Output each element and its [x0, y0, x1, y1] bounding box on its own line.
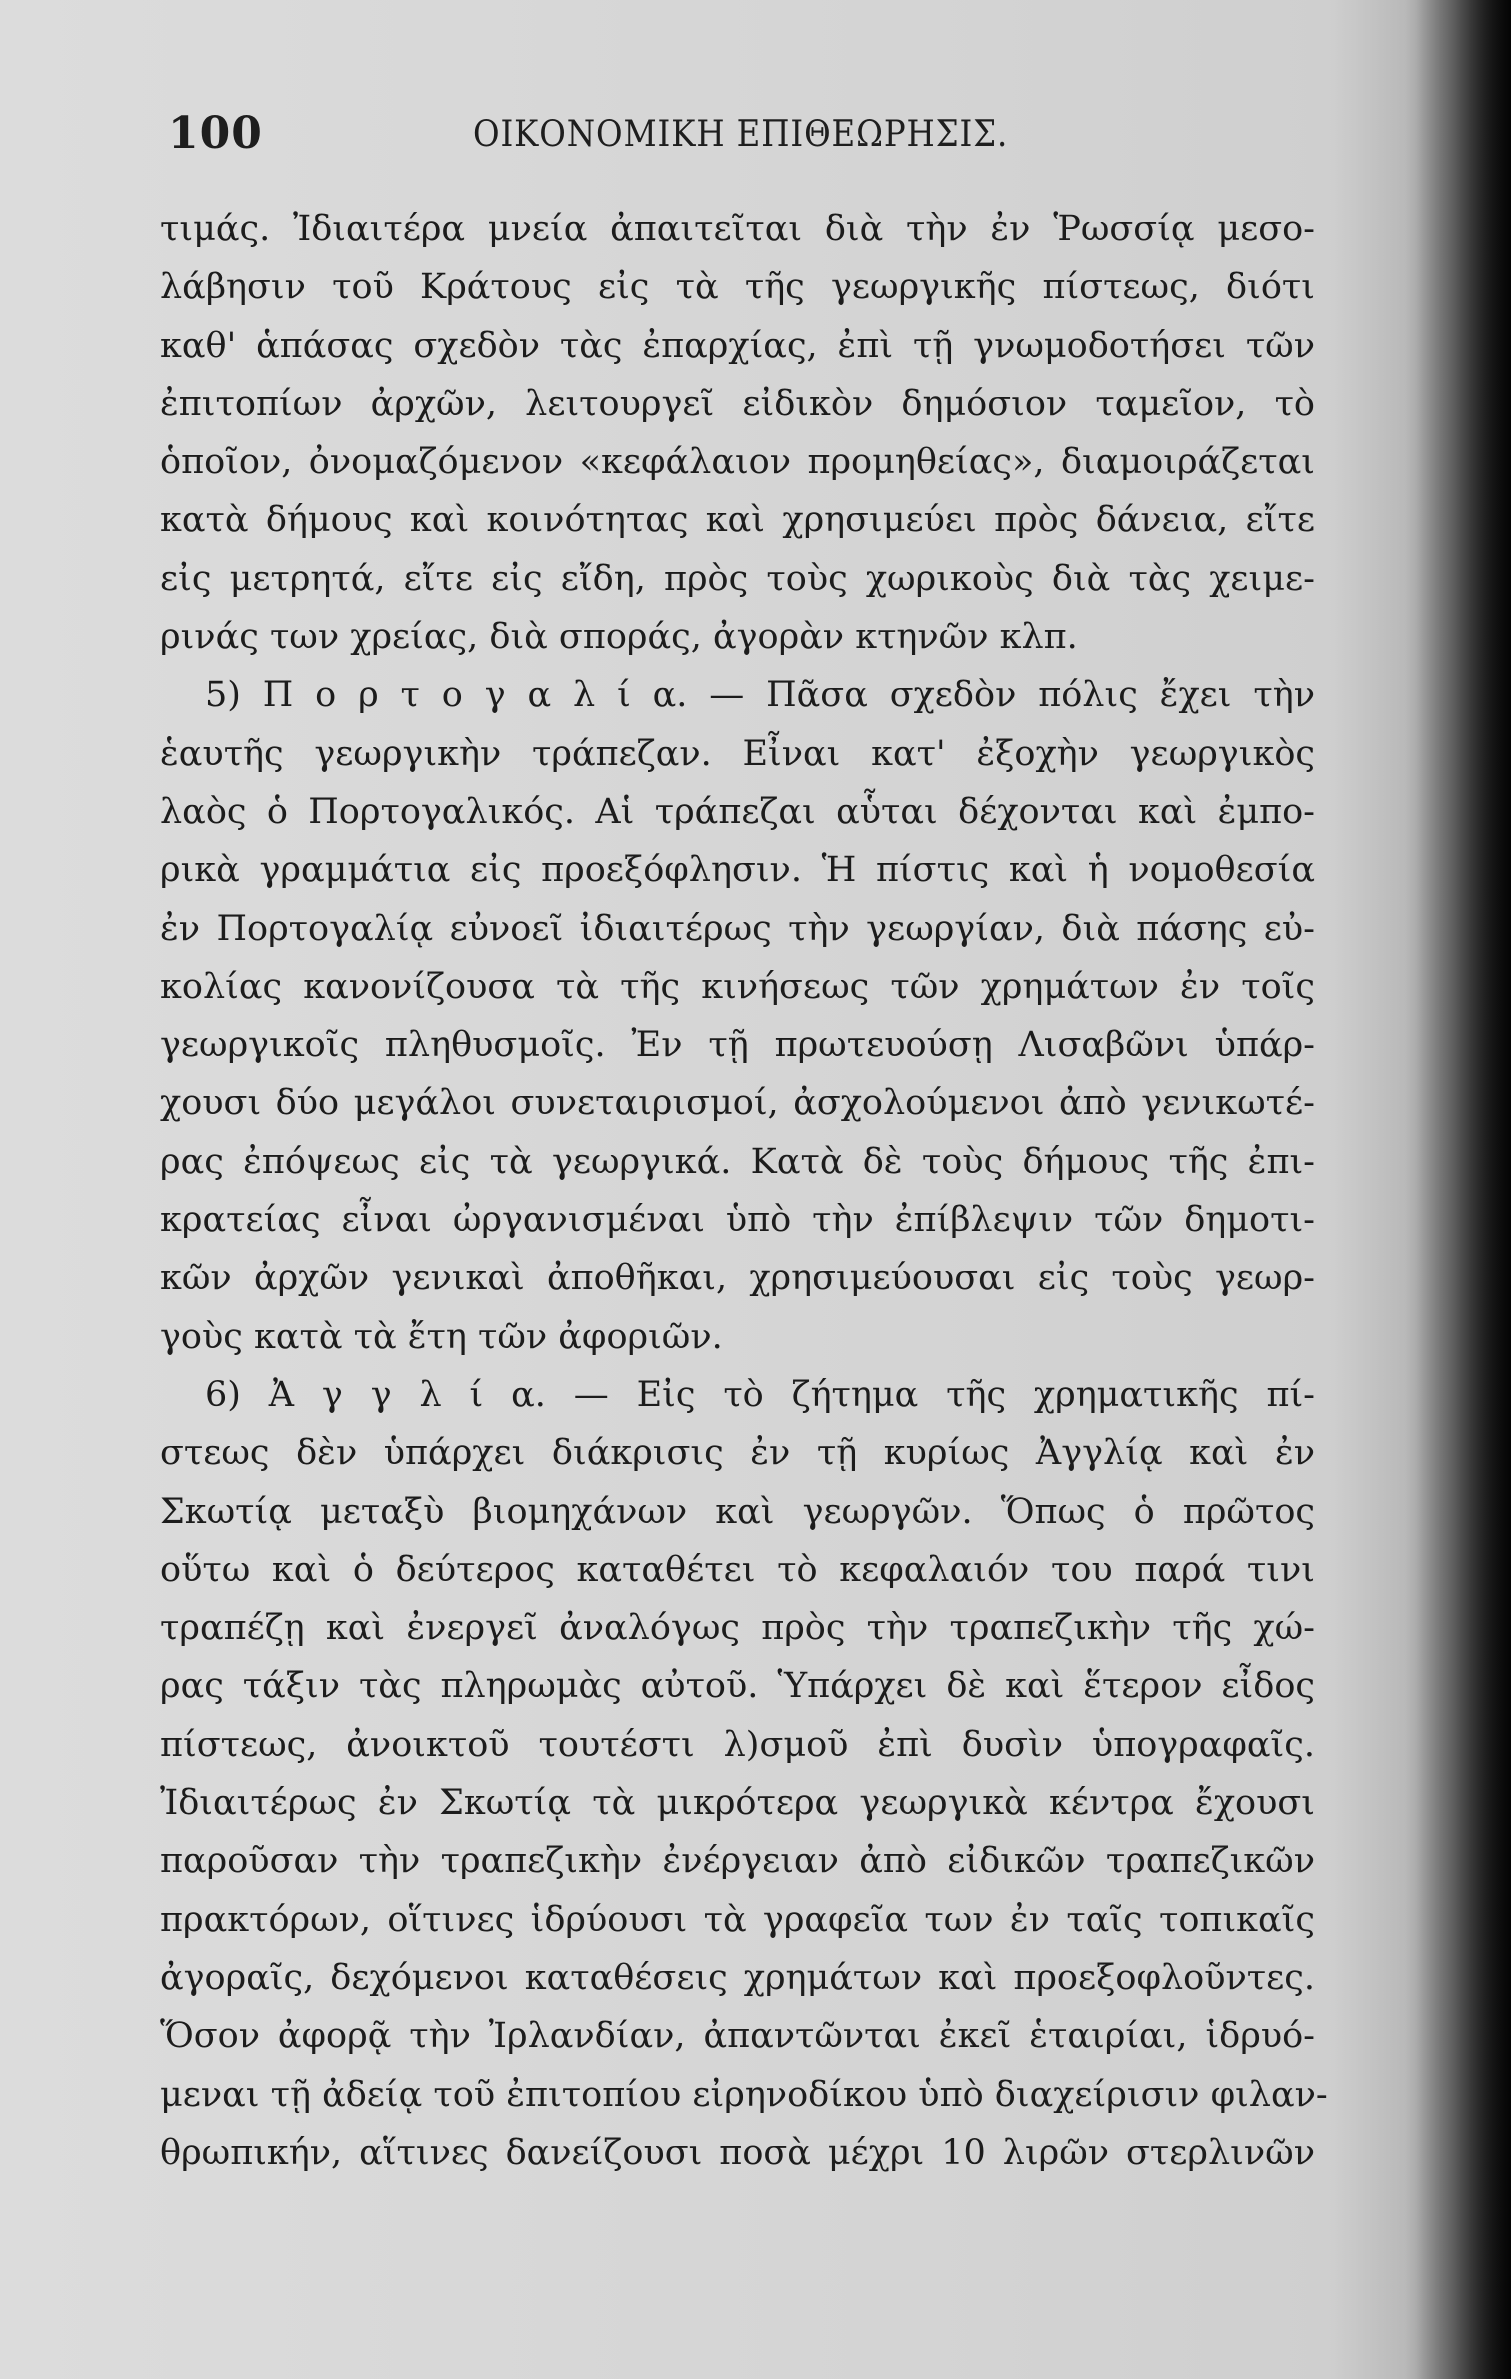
text-line: γοὺς κατὰ τὰ ἔτη τῶν ἀφοριῶν.: [160, 1316, 723, 1357]
text-line: ἀγοραῖς, δεχόμενοι καταθέσεις χρημάτων καὶ προεξοφλοῦντες.: [160, 1957, 1315, 1998]
text-line: κολίας κανονίζουσα τὰ τῆς κινήσεως τῶν χρημάτων ἐν τοῖς: [160, 966, 1315, 1007]
text-line: κρατείας εἶναι ὠργανισμέναι ὑπὸ τὴν ἐπίβλεψιν τῶν δημοτι-: [160, 1200, 1315, 1241]
text-line: λαὸς ὁ Πορτογαλικός. Αἱ τράπεζαι αὗται δέχονται καὶ ἐμπο-: [160, 791, 1315, 832]
body-text: [160, 200, 1328, 2182]
text-line: κῶν ἀρχῶν γενικαὶ ἀποθῆκαι, χρησιμεύουσαι εἰς τοὺς γεωρ-: [160, 1258, 1315, 1299]
text-line: ρικὰ γραμμάτια εἰς προεξόφλησιν. Ἡ πίστις καὶ ἡ νομοθεσία: [160, 850, 1315, 891]
text-line: γεωργικοῖς πληθυσμοῖς. Ἐν τῇ πρωτευούσῃ Λισαβῶνι ὑπάρ-: [160, 1025, 1315, 1066]
text-line: χουσι δύο μεγάλοι συνεταιρισμοί, ἀσχολούμενοι ἀπὸ γενικωτέ-: [160, 1083, 1315, 1124]
text-line: ἑαυτῆς γεωργικὴν τράπεζαν. Εἶναι κατ' ἐξοχὴν γεωργικὸς: [160, 733, 1315, 774]
text-line: ρας τάξιν τὰς πληρωμὰς αὐτοῦ. Ὑπάρχει δὲ καὶ ἕτερον εἶδος: [160, 1666, 1315, 1707]
text-line: θρωπικήν, αἵτινες δανείζουσι ποσὰ μέχρι 10 λιρῶν στερλινῶν: [160, 2132, 1315, 2173]
text-line: οὕτω καὶ ὁ δεύτερος καταθέτει τὸ κεφαλαιόν του παρά τινι: [160, 1549, 1315, 1590]
page-number: 100: [168, 108, 263, 159]
text-line: Ὅσον ἀφορᾷ τὴν Ἰρλανδίαν, ἀπαντῶνται ἐκεῖ ἑταιρίαι, ἱδρυό-: [160, 2016, 1315, 2057]
text-line: ἐν Πορτογαλίᾳ εὐνοεῖ ἰδιαιτέρως τὴν γεωργίαν, διὰ πάσης εὐ-: [160, 908, 1315, 949]
text-line: ἐπιτοπίων ἀρχῶν, λειτουργεῖ εἰδικὸν δημόσιον ταμεῖον, τὸ: [160, 383, 1315, 424]
text-line: πίστεως, ἀνοικτοῦ τουτέστι λ)σμοῦ ἐπὶ δυσὶν ὑπογραφαῖς.: [160, 1724, 1315, 1765]
text-line: τραπέζῃ καὶ ἐνεργεῖ ἀναλόγως πρὸς τὴν τραπεζικὴν τῆς χώ-: [160, 1608, 1315, 1649]
text-line: παροῦσαν τὴν τραπεζικὴν ἐνέργειαν ἀπὸ εἰδικῶν τραπεζικῶν: [160, 1841, 1315, 1882]
text-line: καθ' ἁπάσας σχεδὸν τὰς ἐπαρχίας, ἐπὶ τῇ γνωμοδοτήσει τῶν: [160, 325, 1315, 366]
text-line: τιμάς. Ἰδιαιτέρα μνεία ἀπαιτεῖται διὰ τὴν ἐν Ῥωσσίᾳ μεσο-: [160, 209, 1315, 249]
text-line: ρας ἐπόψεως εἰς τὰ γεωργικά. Κατὰ δὲ τοὺς δήμους τῆς ἐπι-: [160, 1141, 1315, 1182]
text-line: στεως δὲν ὑπάρχει διάκρισις ἐν τῇ κυρίως Ἀγγλίᾳ καὶ ἐν: [160, 1433, 1315, 1474]
text-line: εἰς μετρητά, εἴτε εἰς εἴδη, πρὸς τοὺς χωρικοὺς διὰ τὰς χειμε-: [160, 558, 1315, 599]
text-line: λάβησιν τοῦ Κράτους εἰς τὰ τῆς γεωργικῆς πίστεως, διότι: [160, 267, 1315, 308]
text-line: Ἰδιαιτέρως ἐν Σκωτίᾳ τὰ μικρότερα γεωργικὰ κέντρα ἔχουσι: [160, 1783, 1315, 1824]
section-heading-line: 6) Ἀ γ γ λ ί α. — Εἰς τὸ ζήτημα τῆς χρηματικῆς πί-: [205, 1374, 1315, 1415]
section-heading-line: 5) Π ο ρ τ ο γ α λ ί α. — Πᾶσα σχεδὸν πόλις ἔχει τὴν: [205, 675, 1315, 716]
text-line: πρακτόρων, οἵτινες ἱδρύουσι τὰ γραφεῖα των ἐν ταῖς τοπικαῖς: [160, 1899, 1315, 1940]
page-header: [168, 100, 1328, 170]
text-line: ὁποῖον, ὀνομαζόμενον «κεφάλαιον προμηθείας», διαμοιράζεται: [160, 442, 1315, 483]
text-line: Σκωτίᾳ μεταξὺ βιομηχάνων καὶ γεωργῶν. Ὅπως ὁ πρῶτος: [160, 1491, 1315, 1532]
running-head: ΟΙΚΟΝΟΜΙΚΗ ΕΠΙΘΕΩΡΗΣΙΣ.: [473, 114, 1009, 155]
binding-gutter-shadow: [1416, 0, 1511, 2379]
text-line: κατὰ δήμους καὶ κοινότητας καὶ χρησιμεύει πρὸς δάνεια, εἴτε: [160, 500, 1315, 541]
text-line: ρινάς των χρείας, διὰ σποράς, ἀγορὰν κτηνῶν κλπ.: [160, 617, 1078, 658]
text-line: μεναι τῇ ἀδείᾳ τοῦ ἐπιτοπίου εἰρηνοδίκου ὑπὸ διαχείρισιν φιλαν-: [160, 2074, 1328, 2115]
